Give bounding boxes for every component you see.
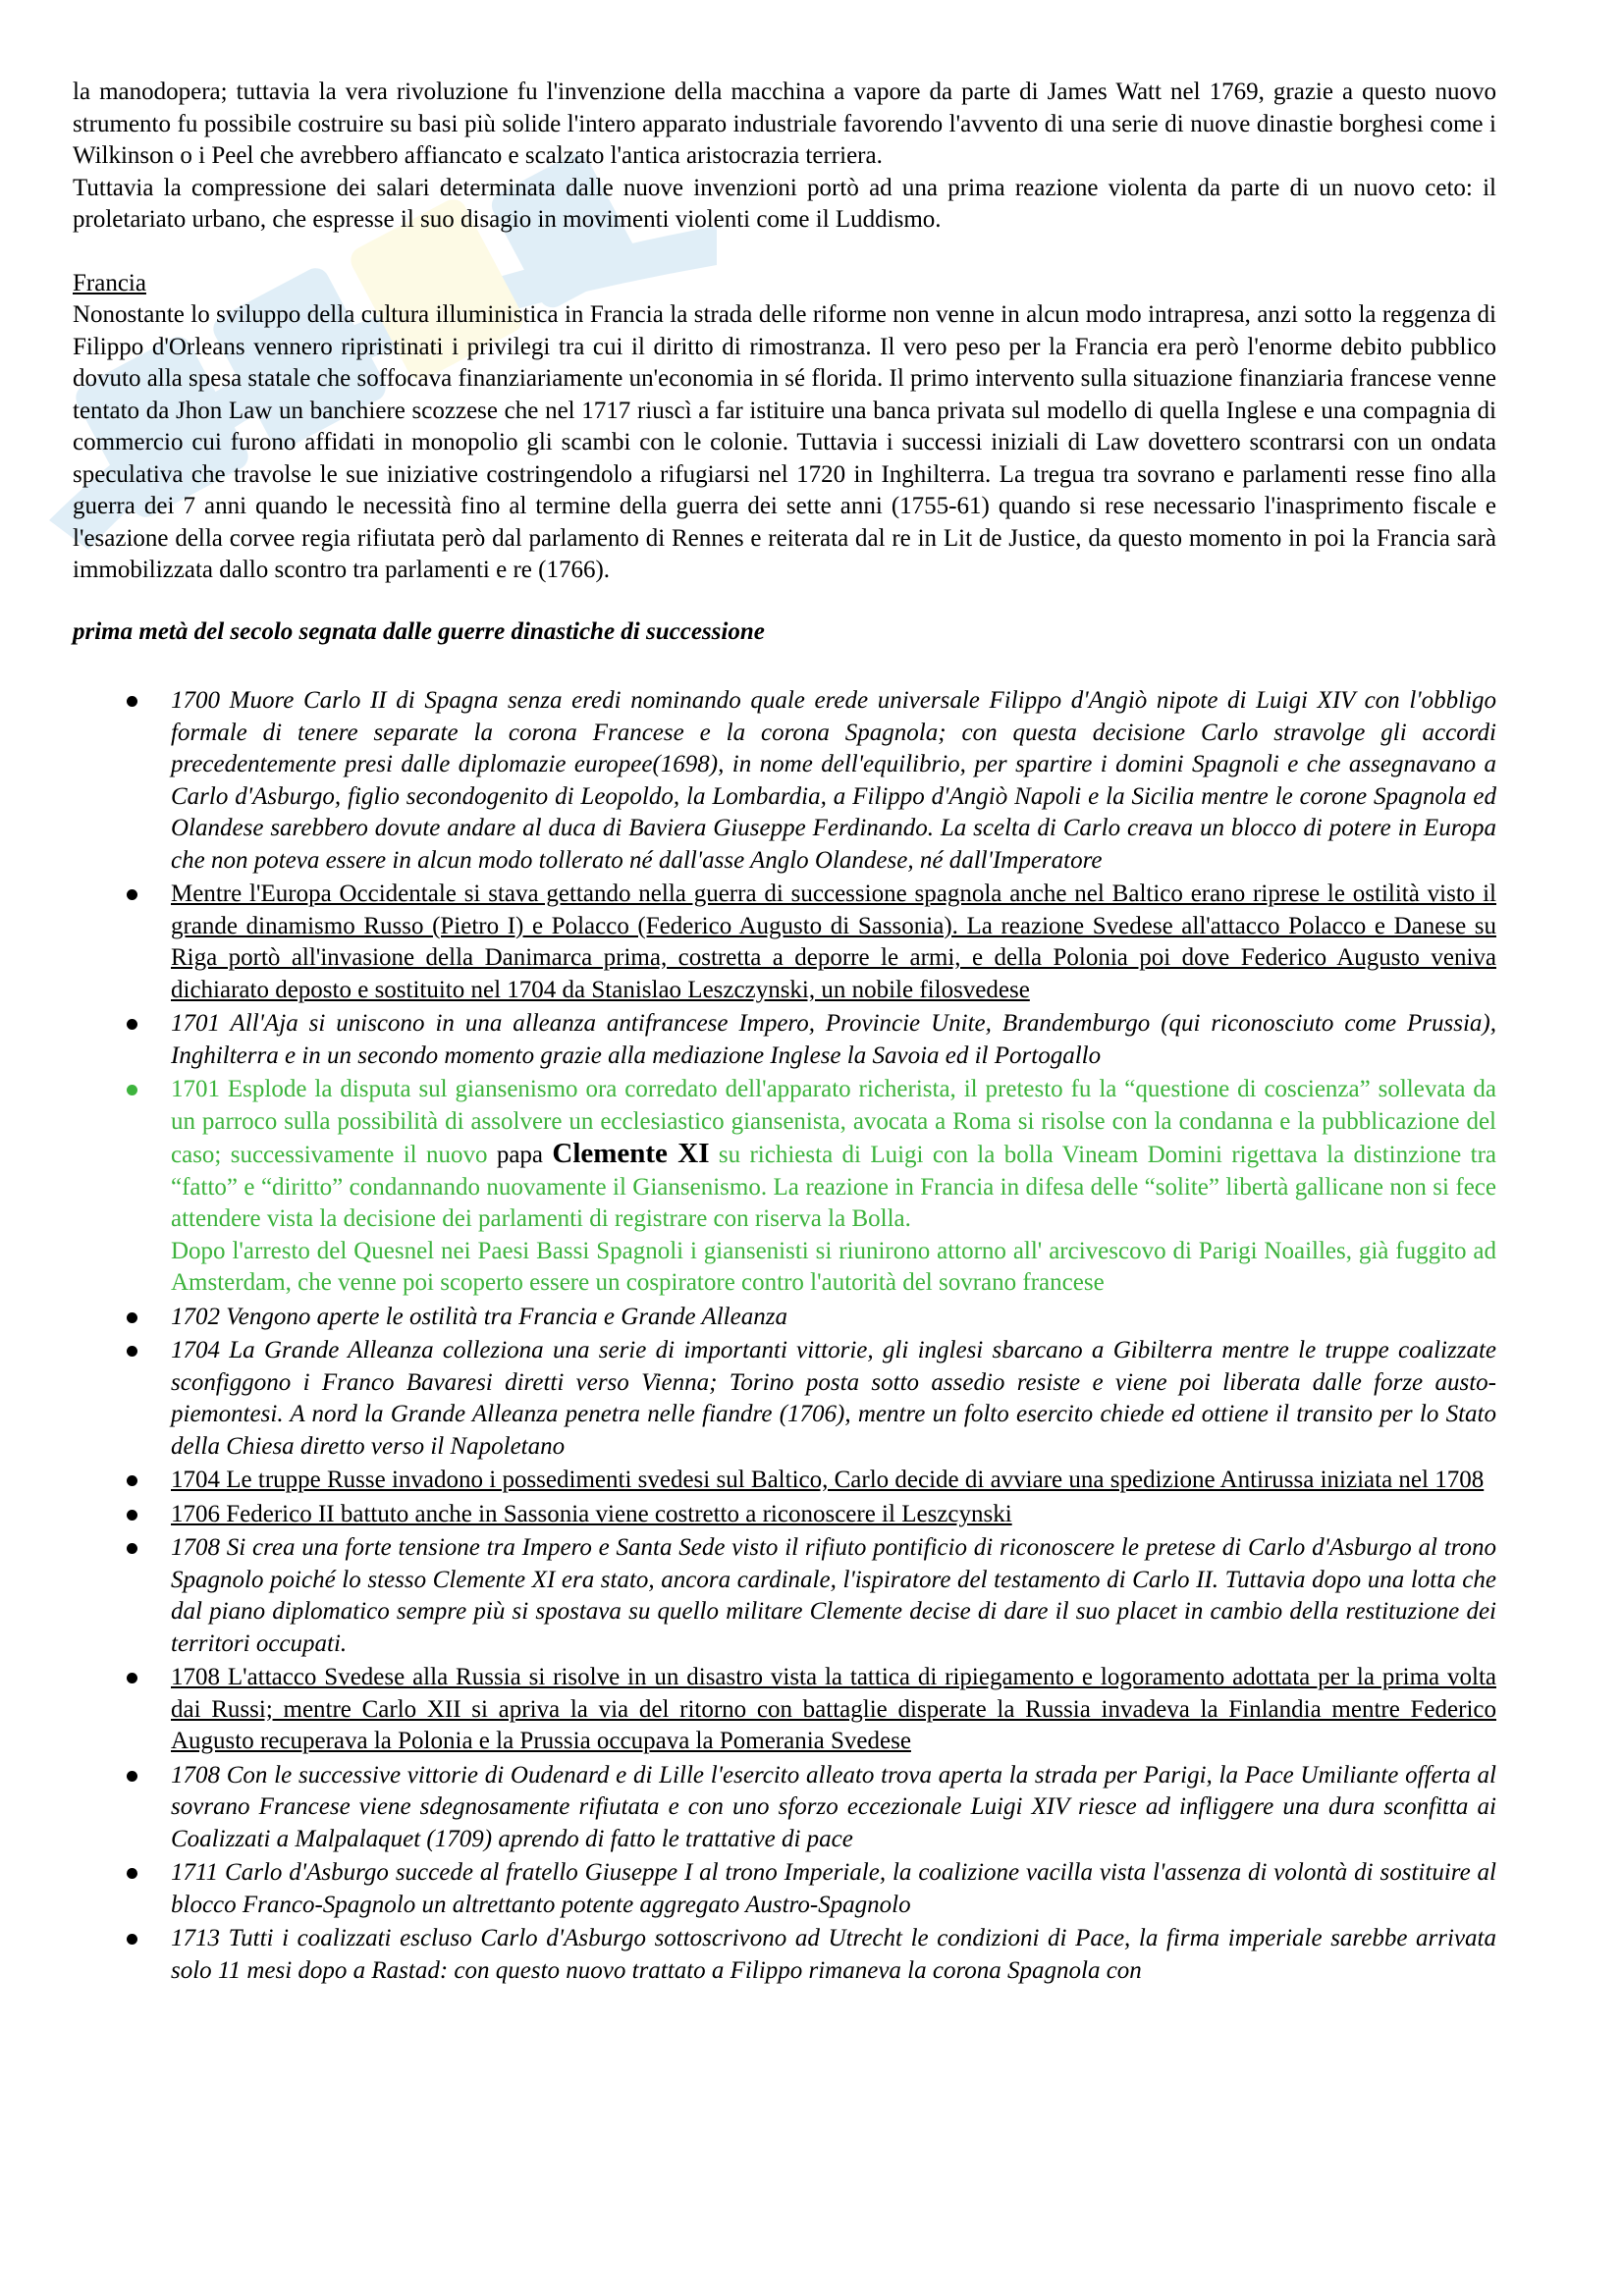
section-heading: prima metà del secolo segnata dalle guerre dinastiche di successione: [73, 617, 765, 645]
list-item: [73, 1335, 1496, 1463]
bullet-icon: [127, 1934, 137, 1945]
item-text: 1702 Vengono aperte le ostilità tra Francia e Grande Alleanza: [171, 1303, 787, 1330]
item-text: 1708 L'attacco Svedese alla Russia si risolve in un disastro vista la tattica di ripiegamento e logoramento adottata per la prima volta dai Russi; mentre Carlo XII si apriva la via del ritorno con battaglie disperate la Russia invadeva la Finlandia mentre Federico Augusto recuperava la Polonia e la Prussia occupava la Pomerania Svedese: [171, 1664, 1496, 1754]
bullet-icon: [127, 1312, 137, 1323]
item-text: Mentre l'Europa Occidentale si stava gettando nella guerra di successione spagnola anche nel Baltico erano riprese le ostilità visto il grande dinamismo Russo (Pietro I) e Polacco (Federico Augusto di Sassonia). La reazione Svedese all'attacco Polacco e Danese su Riga portò all'invasione della Danimarca prima, costretta a deporre le armi, e della Polonia poi dove Federico Augusto veniva dichiarato deposto e sostituito nel 1704 da Stanislao Leszczynski, un nobile filosvedese: [171, 881, 1496, 1003]
bullet-icon: [127, 1771, 137, 1782]
bullet-icon: [127, 889, 137, 900]
bullet-icon: [127, 1475, 137, 1486]
bullet-icon: [127, 696, 137, 707]
bullet-icon: [127, 1346, 137, 1357]
item-text-papa: papa: [496, 1142, 544, 1168]
list-item: [73, 1302, 1496, 1334]
list-item: [73, 1532, 1496, 1660]
list-item: [73, 685, 1496, 877]
item-text-part-1: 1701 Esplode la disputa sul giansenismo ora corredato dell'apparato richerista, il pretesto fu la “questione di coscienza” sollevata da un parroco sulla possibilità di assolvere un ecclesiastico giansenista, avocata a Roma si risolse con la condanna e la pubblicazione del caso; successivamente il nuovo: [171, 1076, 1496, 1168]
list-item: [73, 1499, 1496, 1531]
list-item: [73, 1074, 1496, 1300]
item-text-part-3: Dopo l'arresto del Quesnel nei Paesi Bassi Spagnoli i giansenisti si riunirono attorno all' arcivescovo di Parigi Noailles, già fuggito ad Amsterdam, che venne poi scoperto essere un cospiratore contro l'autorità del sovrano francese: [171, 1237, 1496, 1296]
document-page: [73, 77, 1496, 1989]
item-text-green: [171, 1076, 1496, 1300]
item-text: 1704 Le truppe Russe invadono i possedimenti svedesi sul Baltico, Carlo decide di avviare una spedizione Antirussa iniziata nel 1708: [171, 1467, 1485, 1493]
list-item: [73, 1760, 1496, 1856]
item-text: 1711 Carlo d'Asburgo succede al fratello Giuseppe I al trono Imperiale, la coalizione vacilla vista l'assenza di volontà di sostituire al blocco Franco-Spagnolo un altrettanto potente aggregato Austro-Spagnolo: [171, 1859, 1496, 1918]
timeline-list: [73, 685, 1496, 1987]
list-item: [73, 1857, 1496, 1921]
intro-paragraph-1: la manodopera; tuttavia la vera rivoluzione fu l'invenzione della macchina a vapore da parte di James Watt nel 1769, grazie a questo nuovo strumento fu possibile costruire su basi più solide l'intero apparato industriale favorendo l'avvento di una serie di nuove dinastie borghesi come i Wilkinson o i Peel che avrebbero affiancato e scalzato l'antica aristocrazia terriera.: [73, 79, 1496, 169]
item-text: 1700 Muore Carlo II di Spagna senza eredi nominando quale erede universale Filippo d'Angiò nipote di Luigi XIV con l'obbligo formale di tenere separate la corona Francese e la corona Spagnola; con questa decisione Carlo stravolge gli accordi precedentemente presi dalle diplomazie europee(1698), in nome dell'equilibrio, per spartire i domini Spagnoli e che assegnavano a Carlo d'Asburgo, figlio secondogenito di Leopoldo, la Lombardia, a Filippo d'Angiò Napoli e la Sicilia mentre le corone Spagnola ed Olandese sarebbero dovute andare al duca di Baviera Giuseppe Ferdinando. La scelta di Carlo creava un blocco di potere in Europa che non poteva essere in alcun modo tollerato né dall'asse Anglo Olandese, né dall'Imperatore: [171, 687, 1496, 874]
item-text: 1704 La Grande Alleanza colleziona una serie di importanti vittorie, gli inglesi sbarcano a Gibilterra mentre le truppe coalizzate sconfiggono i Franco Bavaresi diretti verso Vienna; Torino posta sotto assedio resiste e viene poi liberata dalle forze austo-piemontesi. A nord la Grande Alleanza penetra nelle fiandre (1706), mentre un folto esercito chiede ed ottiene il transito per lo Stato della Chiesa diretto verso il Napoletano: [171, 1337, 1496, 1460]
bullet-icon: [127, 1019, 137, 1030]
list-item: [73, 879, 1496, 1006]
item-text: 1713 Tutti i coalizzati escluso Carlo d'Asburgo sottoscrivono ad Utrecht le condizioni di Pace, la firma imperiale sarebbe arrivata solo 11 mesi dopo a Rastad: con questo nuovo trattato a Filippo rimaneva la corona Spagnola con: [171, 1925, 1496, 1984]
section-title-francia: Francia: [73, 269, 146, 296]
item-text: 1701 All'Aja si uniscono in una alleanza antifrancese Impero, Provincie Unite, Brandemburgo (qui riconosciuto come Prussia), Inghilterra e in un secondo momento grazie alla mediazione Inglese la Savoia ed il Portogallo: [171, 1010, 1496, 1069]
item-text: 1706 Federico II battuto anche in Sassonia viene costretto a riconoscere il Leszcynski: [171, 1500, 1012, 1527]
item-text-part-2: su richiesta di Luigi con la bolla Vineam Domini rigettava la distinzione tra “fatto” e “diritto” condannando nuovamente il Giansenismo. La reazione in Francia in difesa delle “solite” libertà gallicane non si fece attendere vista la decisione dei parlamenti di registrare con riserva la Bolla.: [171, 1142, 1496, 1232]
bullet-icon: [127, 1085, 137, 1095]
bullet-icon: [127, 1673, 137, 1683]
list-item: [73, 1008, 1496, 1072]
list-item: [73, 1923, 1496, 1987]
item-text: 1708 Con le successive vittorie di Oudenard e di Lille l'esercito alleato trova aperta la strada per Parigi, la Pace Umiliante offerta al sovrano Francese viene sdegnosamente rifiutata e con uno sforzo eccezionale Luigi XIV riesce ad infliggere una dura sconfitta ai Coalizzati a Malpalaquet (1709) aprendo di fatto le trattative di pace: [171, 1761, 1496, 1852]
item-text: 1708 Si crea una forte tensione tra Impero e Santa Sede visto il rifiuto pontificio di riconoscere le pretese di Carlo d'Asburgo al trono Spagnolo poiché lo stesso Clemente XI era stato, ancora cardinale, l'ispiratore del testamento di Carlo II. Tuttavia dopo una lotta che dal piano diplomatico sempre più si spostava su quello militare Clemente decise di dare il suo placet in cambio della restituzione dei territori occupati.: [171, 1534, 1496, 1657]
bullet-icon: [127, 1510, 137, 1521]
intro-paragraph-2: Tuttavia la compressione dei salari determinata dalle nuove invenzioni portò ad una prima reazione violenta da parte di un nuovo ceto: il proletariato urbano, che espresse il suo disagio in movimenti violenti come il Luddismo.: [73, 174, 1496, 233]
bullet-icon: [127, 1868, 137, 1879]
item-text-clemente: Clemente XI: [552, 1138, 710, 1169]
bullet-icon: [127, 1543, 137, 1554]
list-item: [73, 1465, 1496, 1497]
francia-paragraph: Nonostante lo sviluppo della cultura illuministica in Francia la strada delle riforme non venne in alcun modo intrapresa, anzi sotto la reggenza di Filippo d'Orleans vennero ripristinati i privilegi tra cui il diritto di rimostranza. Il vero peso per la Francia era però l'enorme debito pubblico dovuto alla spesa statale che soffocava finanziariamente un'economia in sé florida. Il primo intervento sulla situazione finanziaria francese venne tentato da Jhon Law un banchiere scozzese che nel 1717 riuscì a far istituire una banca privata sul modello di quella Inglese e una compagnia di commercio cui furono affidati in monopolio gli scambi con le colonie. Tuttavia i successi iniziali di Law dovettero scontrarsi con un ondata speculativa che travolse le sue iniziative costringendolo a rifugiarsi nel 1720 in Inghilterra. La tregua tra sovrano e parlamenti resse fino alla guerra dei 7 anni quando le necessità fino al termine della guerra dei sette anni (1755-61) quando si rese necessario l'inasprimento fiscale e l'esazione della corvee regia rifiutata però dal parlamento di Rennes e reiterata dal re in Lit de Justice, da questo momento in poi la Francia sarà immobilizzata dallo scontro tra parlamenti e re (1766).: [73, 301, 1496, 583]
list-item: [73, 1662, 1496, 1758]
